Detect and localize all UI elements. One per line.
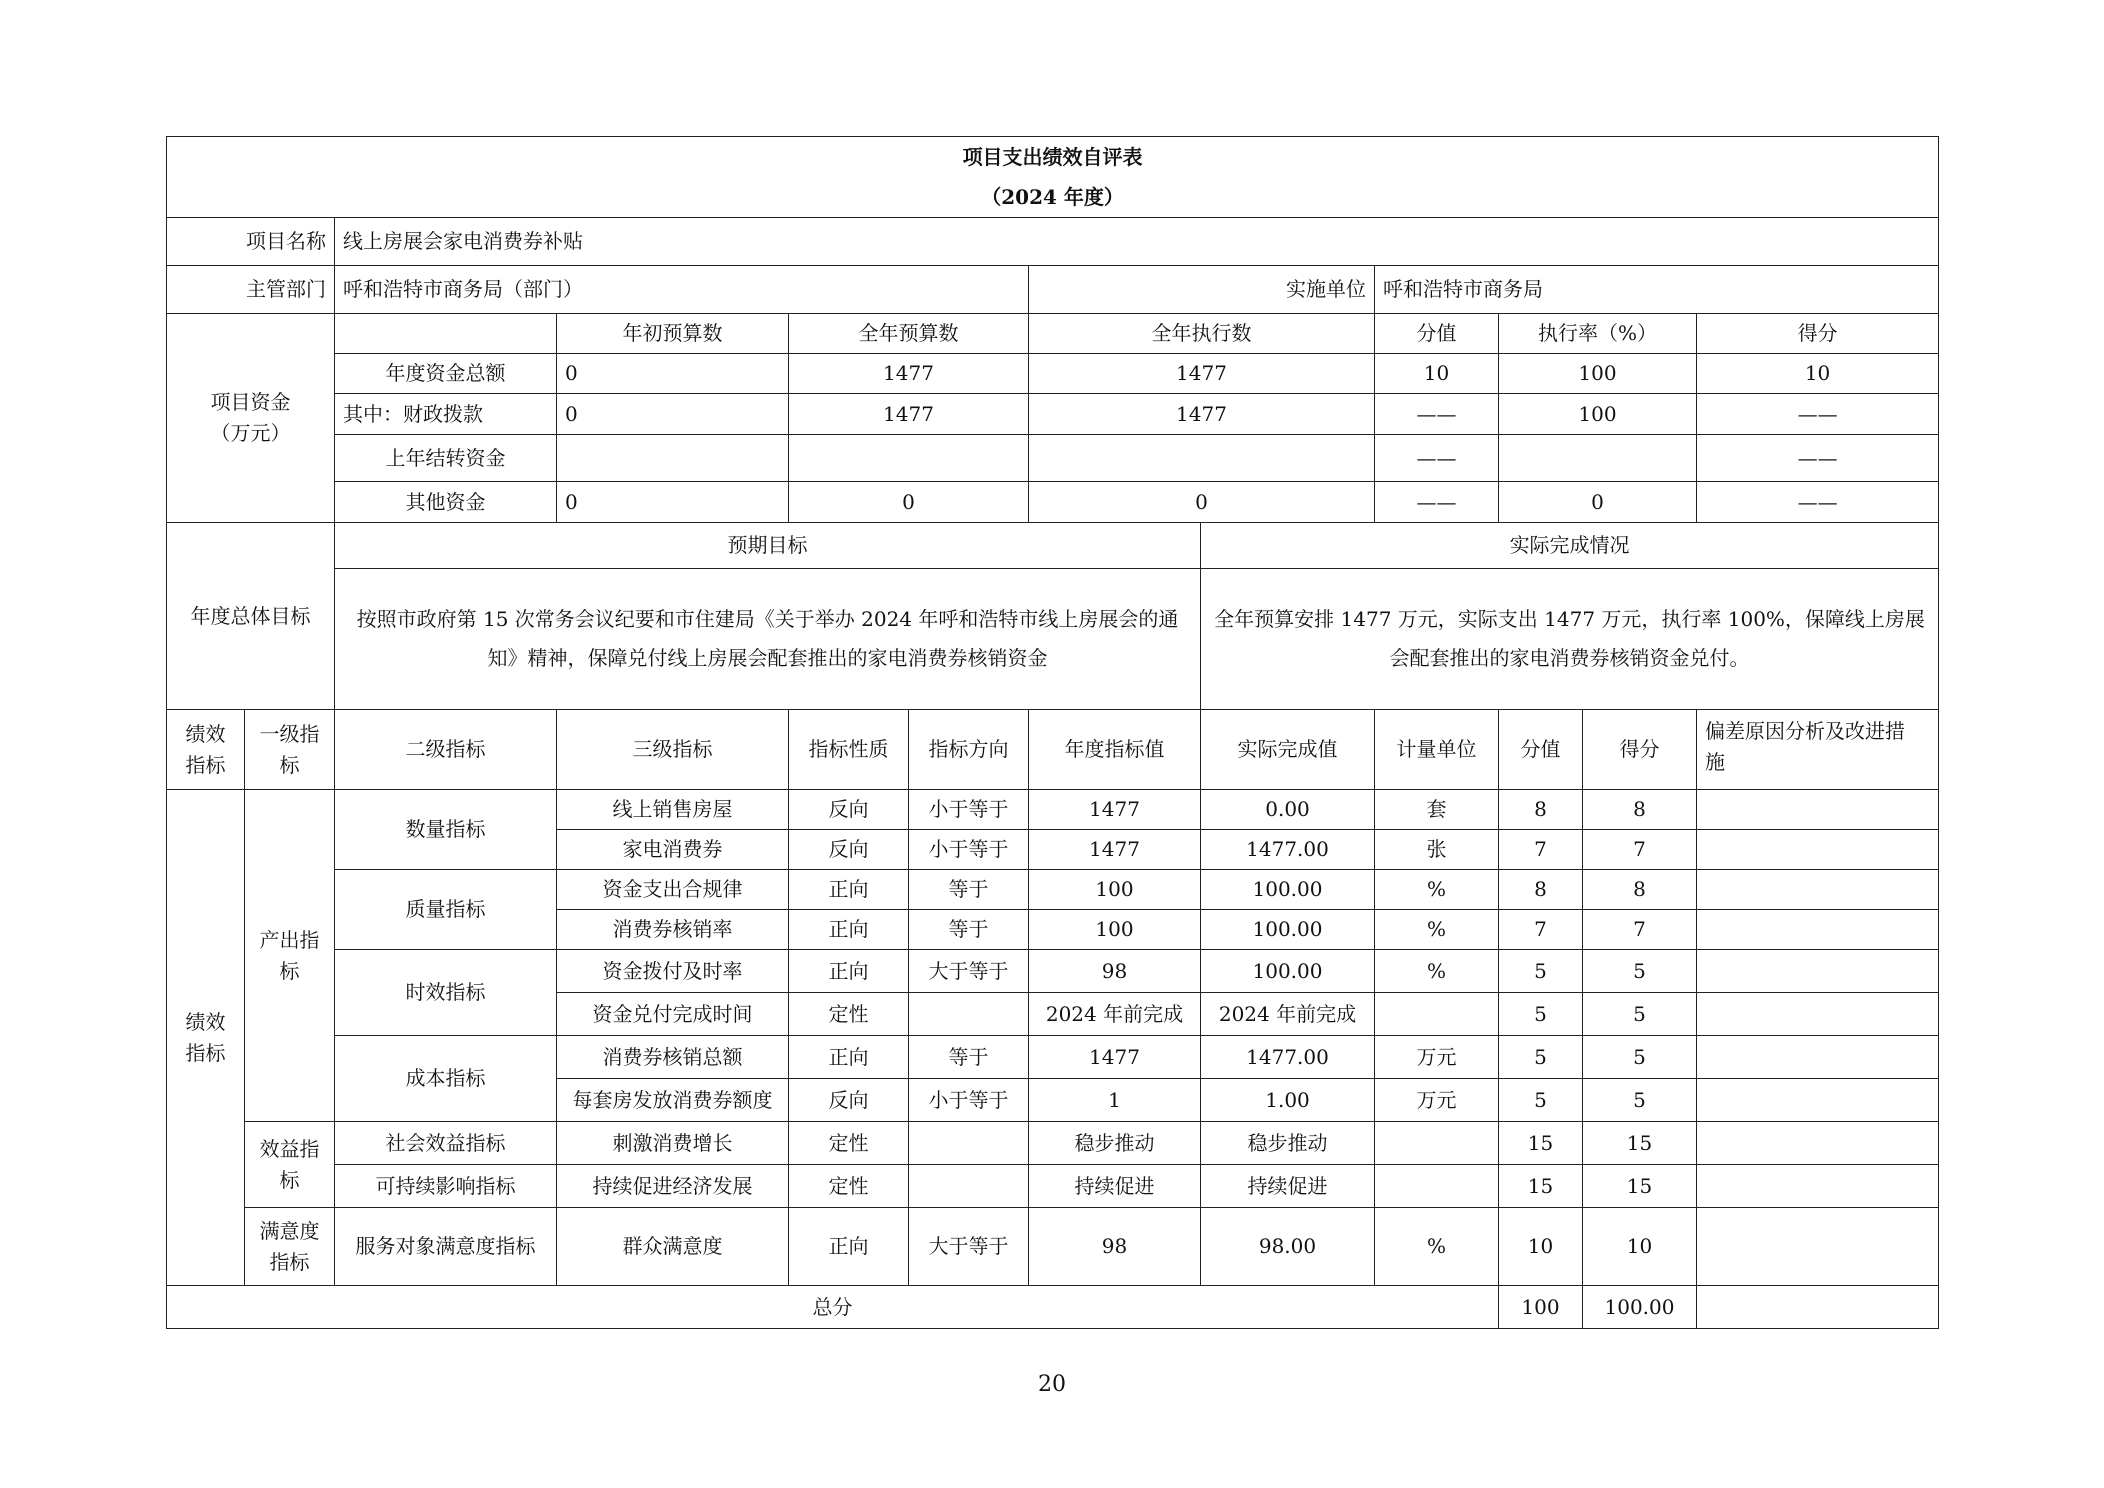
funds-row-executed [1029,435,1375,482]
indicator-score: 5 [1583,950,1697,993]
indicator-deviation [1697,1208,1939,1286]
indicator-row [167,790,1939,830]
indicator-name: 资金拨付及时率 [557,950,789,993]
indicator-nature: 正向 [789,870,909,910]
indicator-direction: 小于等于 [909,790,1029,830]
funds-row-executed: 1477 [1029,354,1375,394]
satisfaction-indicator-label-l2: 指标 [269,1249,310,1274]
level3-header: 三级指标 [557,710,789,790]
indicator-score: 7 [1583,910,1697,950]
indicator-score: 8 [1583,870,1697,910]
indicator-nature: 定性 [789,1122,909,1165]
funds-row-initial [557,435,789,482]
project-name-value: 线上房展会家电消费券补贴 [335,218,1939,266]
funds-row-executed: 1477 [1029,394,1375,435]
funds-row-annual: 1477 [789,394,1029,435]
indicator-score: 5 [1583,1079,1697,1122]
indicator-row [167,870,1939,910]
indicator-direction: 等于 [909,910,1029,950]
indicator-name: 每套房发放消费券额度 [557,1079,789,1122]
indicator-name: 资金兑付完成时间 [557,993,789,1036]
title-row [167,137,1939,218]
indicator-deviation [1697,1165,1939,1208]
indicator-target: 1477 [1029,1036,1201,1079]
expected-goal-text: 按照市政府第 15 次常务会议纪要和市住建局《关于举办 2024 年呼和浩特市线上房展会的通知》精神，保障兑付线上房展会配套推出的家电消费券核销资金 [335,569,1201,710]
weight-header: 分值 [1499,710,1583,790]
total-note [1697,1286,1939,1329]
indicator-header-row [167,710,1939,790]
output-indicator-label-l1: 产出指 [259,927,320,952]
indicator-score: 5 [1583,1036,1697,1079]
indicator-deviation [1697,790,1939,830]
indicator-score: 5 [1583,993,1697,1036]
funds-row-label: 其中：财政拨款 [335,394,557,435]
indicator-unit [1375,1122,1499,1165]
indicator-actual: 稳步推动 [1201,1122,1375,1165]
indicator-direction [909,1122,1029,1165]
funds-row-score: —— [1697,482,1939,523]
indicator-nature: 反向 [789,1079,909,1122]
indicator-unit: % [1375,910,1499,950]
indicator-deviation [1697,950,1939,993]
indicator-weight: 7 [1499,910,1583,950]
quality-indicator-label: 质量指标 [335,870,557,950]
funds-header-score: 得分 [1697,314,1939,354]
level2-header: 二级指标 [335,710,557,790]
funds-row [167,354,1939,394]
dept-label: 主管部门 [167,266,335,314]
indicator-deviation [1697,910,1939,950]
funds-row-label: 其他资金 [335,482,557,523]
project-name-row [167,218,1939,266]
indicator-target: 稳步推动 [1029,1122,1201,1165]
indicator-weight: 5 [1499,993,1583,1036]
indicator-target: 1477 [1029,830,1201,870]
indicator-target: 持续促进 [1029,1165,1201,1208]
benefit-indicator-label-l1: 效益指 [259,1136,320,1161]
funds-row-rate: 100 [1499,394,1697,435]
perf-indicator-label-l2: 指标 [185,1040,226,1065]
indicator-target: 98 [1029,1208,1201,1286]
total-row [167,1286,1939,1329]
deviation-header-l2: 施 [1705,750,1725,774]
funds-row-annual [789,435,1029,482]
target-header: 年度指标值 [1029,710,1201,790]
indicator-nature: 反向 [789,830,909,870]
actual-result-text: 全年预算安排 1477 万元，实际支出 1477 万元，执行率 100%，保障线上房展会配套推出的家电消费券核销资金兑付。 [1201,569,1939,710]
funds-row-rate [1499,435,1697,482]
funds-label-line2: （万元） [210,421,291,445]
indicator-score: 15 [1583,1165,1697,1208]
indicator-nature: 正向 [789,910,909,950]
indicator-direction [909,993,1029,1036]
indicator-direction: 大于等于 [909,1208,1029,1286]
direction-header: 指标方向 [909,710,1029,790]
unit-label: 实施单位 [1029,266,1375,314]
actual-header: 实际完成值 [1201,710,1375,790]
cost-indicator-label: 成本指标 [335,1036,557,1122]
indicator-weight: 5 [1499,950,1583,993]
funds-row [167,482,1939,523]
goals-text-row [167,569,1939,710]
indicator-row [167,1122,1939,1165]
funds-row-annual: 1477 [789,354,1029,394]
funds-row-score: —— [1697,394,1939,435]
quantity-indicator-label: 数量指标 [335,790,557,870]
indicator-unit [1375,993,1499,1036]
indicator-nature: 定性 [789,993,909,1036]
table-title-cell [167,137,1939,218]
funds-row-initial: 0 [557,482,789,523]
indicator-actual: 100.00 [1201,870,1375,910]
funds-row-executed: 0 [1029,482,1375,523]
indicator-deviation [1697,1036,1939,1079]
funds-row [167,394,1939,435]
indicator-deviation [1697,1079,1939,1122]
output-indicator-label-l2: 标 [279,958,300,983]
nature-header: 指标性质 [789,710,909,790]
goals-header-row [167,523,1939,569]
sustain-indicator-label: 可持续影响指标 [335,1165,557,1208]
indicator-actual: 98.00 [1201,1208,1375,1286]
funds-row-weight: —— [1375,435,1499,482]
indicator-weight: 5 [1499,1036,1583,1079]
indicator-weight: 10 [1499,1208,1583,1286]
indicator-direction: 大于等于 [909,950,1029,993]
funds-header-rate: 执行率（%） [1499,314,1697,354]
funds-header-annual: 全年预算数 [789,314,1029,354]
total-label: 总分 [167,1286,1499,1329]
indicator-name: 家电消费券 [557,830,789,870]
expected-goal-header: 预期目标 [335,523,1201,569]
indicator-nature: 定性 [789,1165,909,1208]
indicator-target: 100 [1029,870,1201,910]
indicator-name: 持续促进经济发展 [557,1165,789,1208]
indicator-weight: 15 [1499,1122,1583,1165]
indicator-unit: % [1375,870,1499,910]
funds-header-blank [335,314,557,354]
indicator-score: 7 [1583,830,1697,870]
output-indicator-label [245,790,335,1122]
indicator-actual: 2024 年前完成 [1201,993,1375,1036]
funds-row-rate: 0 [1499,482,1697,523]
performance-evaluation-table [166,136,1939,1329]
indicator-target: 100 [1029,910,1201,950]
table-title: 项目支出绩效自评表 [962,145,1143,169]
indicator-target: 98 [1029,950,1201,993]
funds-row-initial: 0 [557,354,789,394]
indicator-weight: 8 [1499,790,1583,830]
goals-label: 年度总体目标 [167,523,335,710]
indicator-deviation [1697,993,1939,1036]
funds-header-weight: 分值 [1375,314,1499,354]
funds-header-row [167,314,1939,354]
indicator-deviation [1697,1122,1939,1165]
perf-indicator-header-l2: 指标 [185,752,226,777]
funds-row-weight: 10 [1375,354,1499,394]
indicator-unit: 张 [1375,830,1499,870]
dept-value: 呼和浩特市商务局（部门） [335,266,1029,314]
indicator-direction: 等于 [909,1036,1029,1079]
actual-result-header: 实际完成情况 [1201,523,1939,569]
deviation-header [1697,710,1939,790]
indicator-score: 8 [1583,790,1697,830]
indicator-unit: 套 [1375,790,1499,830]
indicator-actual: 持续促进 [1201,1165,1375,1208]
timeliness-indicator-label: 时效指标 [335,950,557,1036]
indicator-name: 刺激消费增长 [557,1122,789,1165]
unit-header: 计量单位 [1375,710,1499,790]
social-indicator-label: 社会效益指标 [335,1122,557,1165]
indicator-nature: 正向 [789,1208,909,1286]
indicator-name: 消费券核销总额 [557,1036,789,1079]
funds-row [167,435,1939,482]
deviation-header-l1: 偏差原因分析及改进措 [1705,719,1905,743]
funds-header-initial: 年初预算数 [557,314,789,354]
indicator-deviation [1697,870,1939,910]
perf-indicator-label-l1: 绩效 [185,1009,226,1034]
satisfaction-indicator-label [245,1208,335,1286]
service-indicator-label: 服务对象满意度指标 [335,1208,557,1286]
indicator-name: 资金支出合规律 [557,870,789,910]
perf-indicator-header-l1: 绩效 [185,721,226,746]
indicator-unit: % [1375,950,1499,993]
satisfaction-indicator-label-l1: 满意度 [259,1218,320,1243]
funds-row-label: 上年结转资金 [335,435,557,482]
indicator-target: 2024 年前完成 [1029,993,1201,1036]
indicator-nature: 正向 [789,950,909,993]
indicator-actual: 1477.00 [1201,830,1375,870]
indicator-nature: 正向 [789,1036,909,1079]
indicator-actual: 0.00 [1201,790,1375,830]
funds-row-score: 10 [1697,354,1939,394]
indicator-weight: 15 [1499,1165,1583,1208]
indicator-unit: % [1375,1208,1499,1286]
level1-header-l1: 一级指 [259,721,320,746]
indicator-weight: 5 [1499,1079,1583,1122]
indicator-unit: 万元 [1375,1079,1499,1122]
indicator-row [167,1165,1939,1208]
perf-indicator-header [167,710,245,790]
funds-row-weight: —— [1375,394,1499,435]
indicator-direction: 等于 [909,870,1029,910]
funds-header-executed: 全年执行数 [1029,314,1375,354]
unit-value: 呼和浩特市商务局 [1375,266,1939,314]
department-row [167,266,1939,314]
indicator-actual: 1.00 [1201,1079,1375,1122]
level1-header-l2: 标 [279,752,300,777]
indicator-score: 15 [1583,1122,1697,1165]
funds-label [167,314,335,523]
indicator-target: 1477 [1029,790,1201,830]
perf-indicator-label [167,790,245,1286]
score-header: 得分 [1583,710,1697,790]
indicator-name: 线上销售房屋 [557,790,789,830]
indicator-row [167,1208,1939,1286]
indicator-actual: 100.00 [1201,910,1375,950]
indicator-name: 消费券核销率 [557,910,789,950]
indicator-direction: 小于等于 [909,1079,1029,1122]
indicator-actual: 1477.00 [1201,1036,1375,1079]
funds-row-annual: 0 [789,482,1029,523]
page-number: 20 [1038,1372,1066,1397]
total-weight: 100 [1499,1286,1583,1329]
indicator-target: 1 [1029,1079,1201,1122]
funds-row-rate: 100 [1499,354,1697,394]
funds-row-score: —— [1697,435,1939,482]
level1-header [245,710,335,790]
indicator-deviation [1697,830,1939,870]
indicator-actual: 100.00 [1201,950,1375,993]
indicator-score: 10 [1583,1208,1697,1286]
indicator-unit: 万元 [1375,1036,1499,1079]
project-name-label: 项目名称 [167,218,335,266]
funds-row-label: 年度资金总额 [335,354,557,394]
funds-label-line1: 项目资金 [210,390,291,414]
funds-row-initial: 0 [557,394,789,435]
indicator-direction: 小于等于 [909,830,1029,870]
table-subtitle: （2024 年度） [981,185,1124,209]
funds-row-weight: —— [1375,482,1499,523]
indicator-weight: 8 [1499,870,1583,910]
indicator-weight: 7 [1499,830,1583,870]
indicator-row [167,1036,1939,1079]
benefit-indicator-label [245,1122,335,1208]
total-score: 100.00 [1583,1286,1697,1329]
indicator-nature: 反向 [789,790,909,830]
indicator-row [167,950,1939,993]
indicator-direction [909,1165,1029,1208]
indicator-unit [1375,1165,1499,1208]
indicator-name: 群众满意度 [557,1208,789,1286]
benefit-indicator-label-l2: 标 [279,1167,300,1192]
